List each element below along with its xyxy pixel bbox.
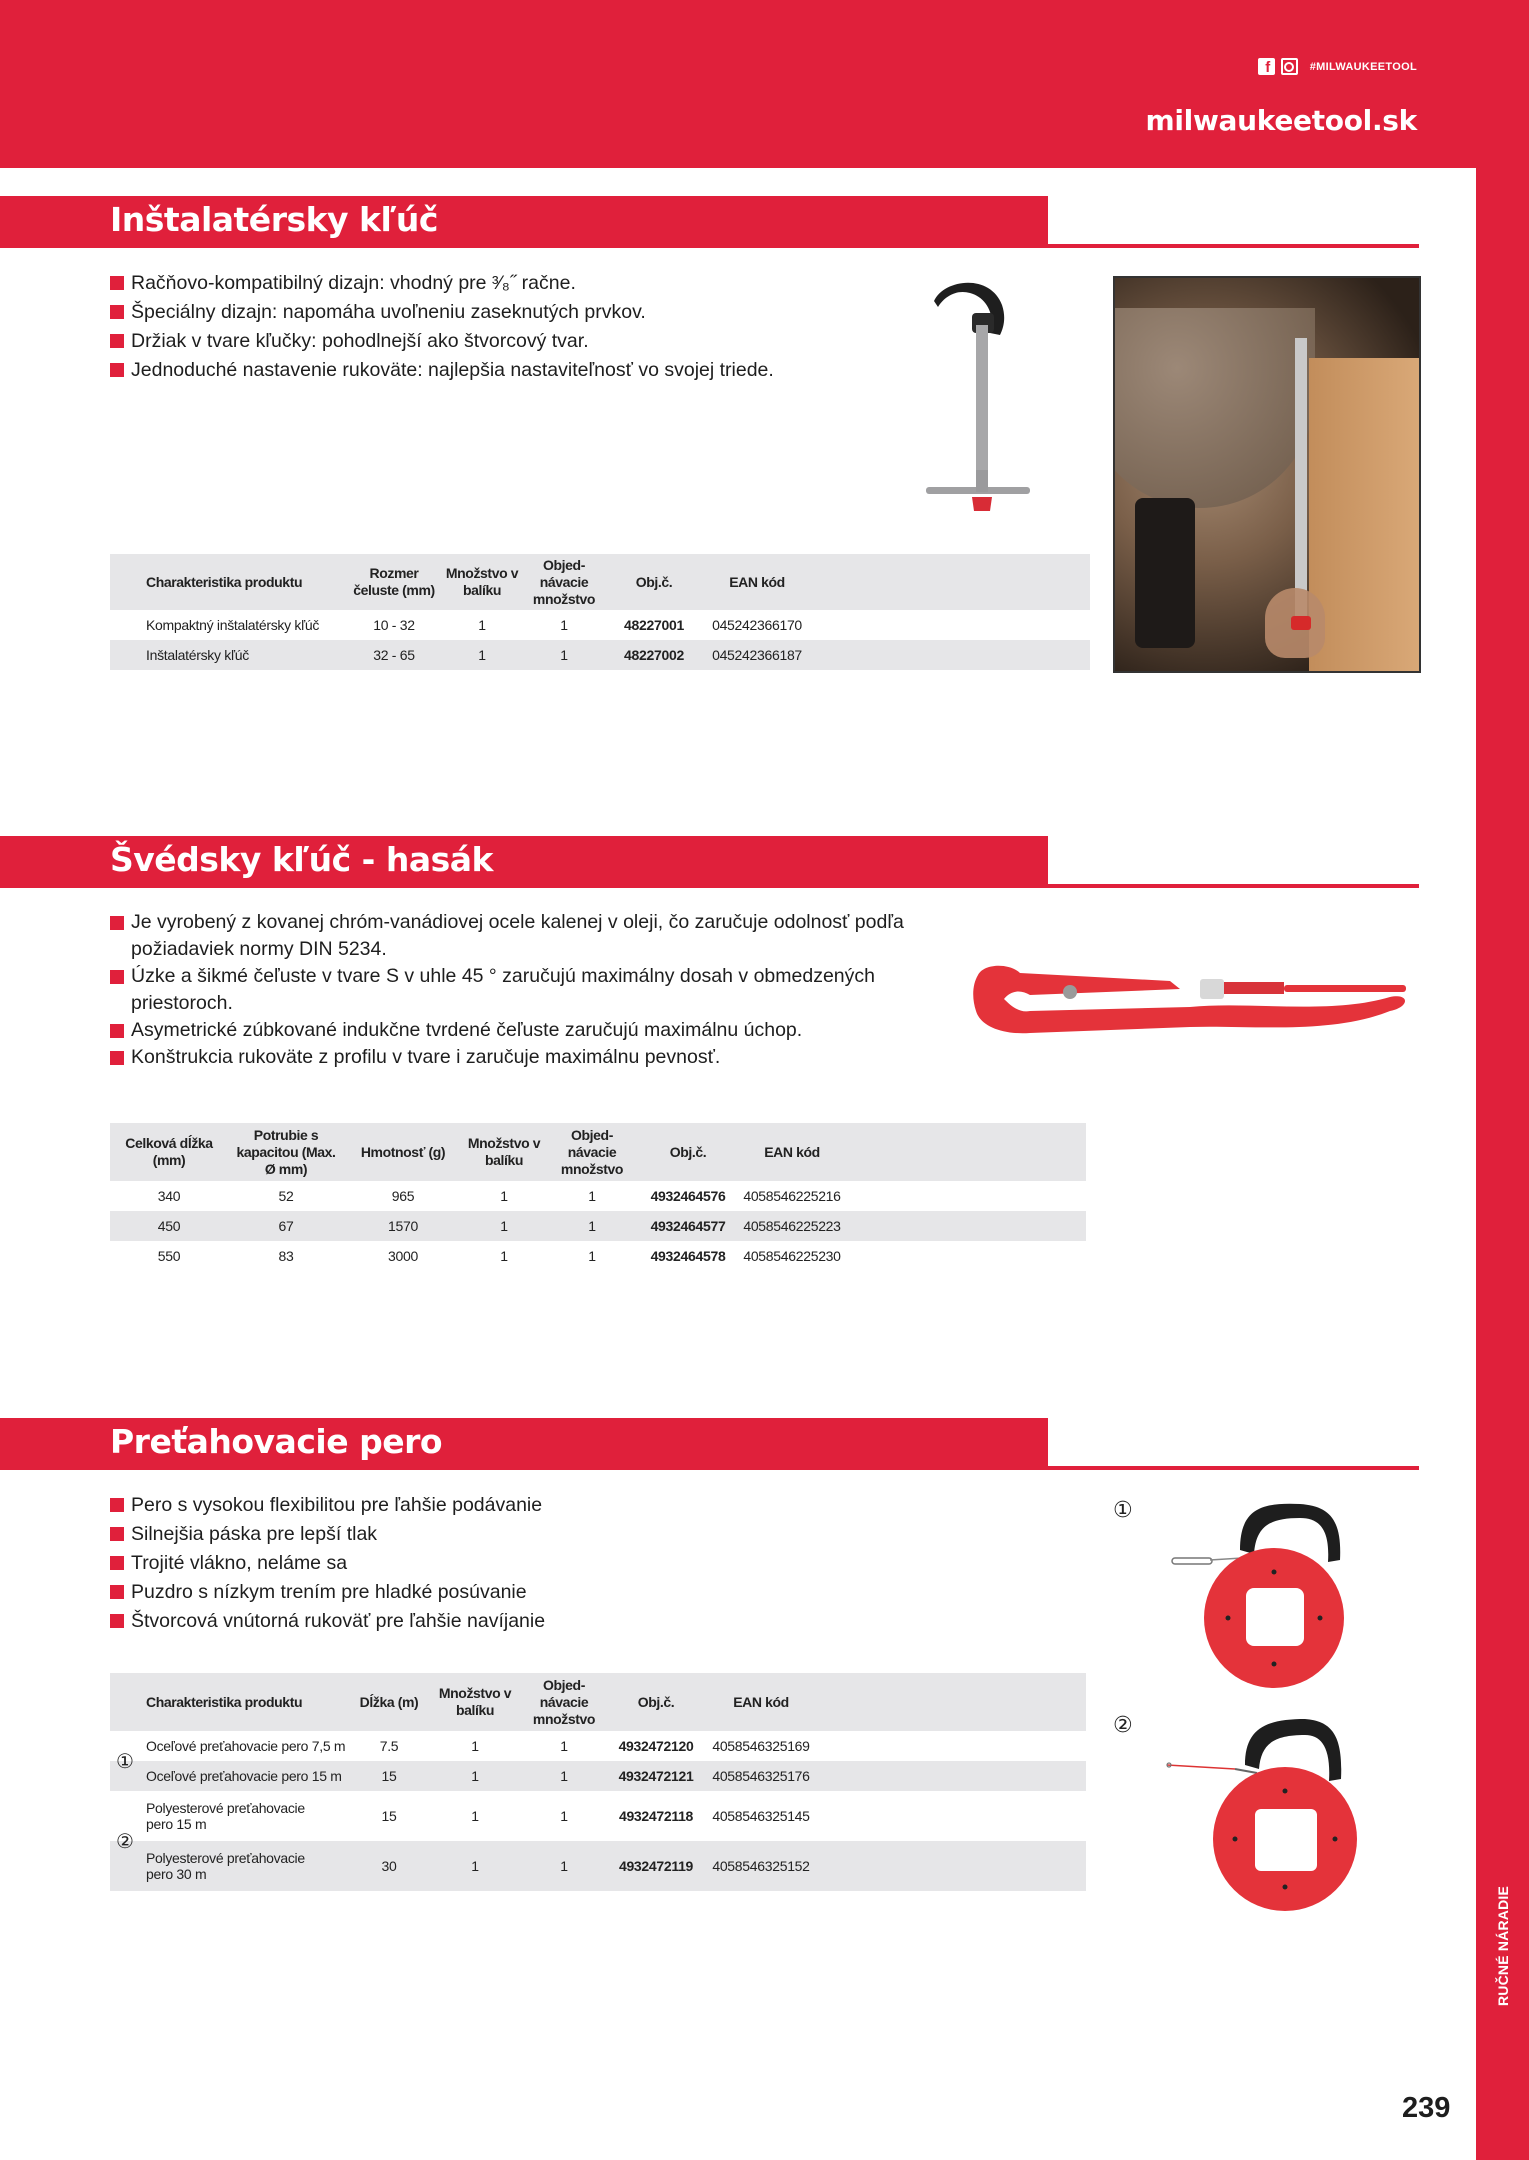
feature-item — [110, 356, 774, 385]
pipe-wrench-image — [970, 955, 1415, 1055]
cell-ean: 4058546325145 — [712, 1808, 810, 1824]
instagram-icon[interactable] — [1281, 58, 1298, 75]
page-number: 239 — [1402, 2092, 1451, 2124]
cell-pack-qty: 1 — [471, 1738, 479, 1754]
feature-list — [110, 269, 774, 385]
feature-item — [110, 1520, 545, 1549]
bullet-square-icon — [110, 916, 124, 930]
cell-product: Polyesterové preťahovacie pero 30 m — [110, 1841, 350, 1891]
column-header-filler — [816, 1673, 1086, 1731]
feature-item — [110, 1017, 970, 1044]
row-group-marker-2: ② — [116, 1829, 134, 1853]
cell-pack-qty: 1 — [462, 1211, 546, 1241]
bullet-square-icon — [110, 970, 124, 984]
product-marker-1: ① — [1113, 1498, 1133, 1523]
table-row — [110, 1841, 1086, 1891]
cell-pack-qty: 1 — [471, 1808, 479, 1824]
chapter-label-text: RUČNÉ NÁRADIE — [1495, 1885, 1511, 2007]
cell-order-qty: 1 — [522, 1761, 606, 1791]
spec-table-pipe-wrench — [110, 1123, 1086, 1271]
feature-item — [110, 269, 774, 298]
cell-order-number: 4932464578 — [650, 1248, 726, 1264]
cell-pack-qty: 1 — [500, 1188, 508, 1204]
bullet-square-icon — [110, 1051, 124, 1065]
cell-ean: 4058546225223 — [738, 1211, 846, 1241]
cell-jaw-size: 32 - 65 — [346, 640, 442, 670]
bullet-square-icon — [110, 1614, 124, 1628]
feature-item — [110, 1607, 545, 1636]
cell-order-number: 4932464577 — [638, 1211, 738, 1241]
table-row — [110, 1211, 1086, 1241]
spec-table-fish-tape — [110, 1673, 1086, 1891]
cell-pipe-capacity: 52 — [278, 1188, 294, 1204]
column-header: Hmotnosť (g) — [344, 1123, 462, 1181]
feature-item — [110, 1578, 545, 1607]
side-band — [1476, 168, 1529, 2160]
column-header-filler — [812, 554, 1090, 610]
bullet-square-icon — [110, 276, 124, 290]
cell-length: 550 — [157, 1248, 181, 1264]
column-header: Objed-návacie množstvo — [522, 554, 606, 610]
cell-order-qty: 1 — [522, 1841, 606, 1891]
social-links — [1258, 58, 1417, 75]
cell-product: Inštalatérsky kľúč — [110, 640, 346, 670]
cell-weight: 1570 — [344, 1211, 462, 1241]
cell-ean: 045242366187 — [702, 640, 812, 670]
cell-order-number: 4932472120 — [618, 1738, 694, 1754]
table-header-row — [110, 554, 1090, 610]
cell-pack-qty: 1 — [428, 1841, 522, 1891]
basin-wrench-image — [920, 275, 1040, 520]
cell-length: 340 — [157, 1188, 181, 1204]
facebook-icon[interactable]: f — [1258, 58, 1275, 75]
table-row — [110, 1761, 1086, 1791]
section-header-fish-tape — [0, 1418, 1048, 1470]
bullet-square-icon — [110, 334, 124, 348]
feature-text: Štvorcová vnútorná rukoväť pre ľahšie navíjanie — [131, 1610, 546, 1632]
column-header: EAN kód — [738, 1123, 846, 1181]
fish-tape-polyester-image — [1165, 1715, 1365, 1915]
site-url[interactable]: milwaukeetool.sk — [1145, 104, 1417, 137]
bullet-square-icon — [110, 1556, 124, 1570]
cell-product: Kompaktný inštalatérsky kľúč — [146, 617, 320, 633]
table-header-row — [110, 1673, 1086, 1731]
cell-pipe-capacity: 67 — [228, 1211, 344, 1241]
column-header: Množstvo v balíku — [462, 1123, 546, 1181]
cell-order-number: 48227002 — [606, 640, 702, 670]
cell-weight: 965 — [391, 1188, 415, 1204]
feature-item — [110, 327, 774, 356]
feature-text: Je vyrobený z kovanej chróm-vanádiovej ocele kalenej v oleji, čo zaručuje odolnosť podľa požiadaviek normy DIN 5234. — [131, 911, 904, 960]
column-header: Rozmer čeluste (mm) — [346, 554, 442, 610]
cell-pack-qty: 1 — [478, 617, 486, 633]
product-marker-2: ② — [1113, 1713, 1133, 1738]
cell-ean: 4058546325176 — [706, 1761, 816, 1791]
feature-text: Konštrukcia rukoväte z profilu v tvare i zaručuje maximálnu pevnosť. — [131, 1046, 721, 1068]
cell-ean: 4058546325152 — [706, 1841, 816, 1891]
cell-order-number: 4932464576 — [650, 1188, 726, 1204]
cell-length: 450 — [110, 1211, 228, 1241]
feature-item — [110, 1044, 970, 1071]
cell-order-qty: 1 — [560, 1738, 568, 1754]
column-header: EAN kód — [706, 1673, 816, 1731]
cell-ean: 4058546325169 — [712, 1738, 810, 1754]
feature-text: Puzdro s nízkym trením pre hladké posúvanie — [131, 1581, 527, 1603]
bullet-square-icon — [110, 1585, 124, 1599]
cell-order-qty: 1 — [522, 640, 606, 670]
table-header-row — [110, 1123, 1086, 1181]
cell-length: 15 — [381, 1808, 397, 1824]
feature-item — [110, 909, 970, 963]
cell-ean: 4058546225216 — [743, 1188, 841, 1204]
cell-pack-qty: 1 — [442, 640, 522, 670]
cell-product: Oceľové preťahovacie pero 7,5 m — [146, 1738, 346, 1754]
column-header: Množstvo v balíku — [442, 554, 522, 610]
section-header-plumber-wrench — [0, 196, 1048, 248]
cell-ean: 4058546225230 — [743, 1248, 841, 1264]
cell-order-qty: 1 — [560, 617, 568, 633]
cell-length: 15 — [350, 1761, 428, 1791]
section-title: Švédsky kľúč - hasák — [110, 840, 493, 879]
cell-pipe-capacity: 83 — [278, 1248, 294, 1264]
feature-text: Špeciálny dizajn: napomáha uvoľneniu zaseknutých prvkov. — [131, 301, 646, 323]
table-row — [110, 610, 1090, 640]
feature-item — [110, 1491, 545, 1520]
cell-length: 7.5 — [379, 1738, 399, 1754]
table-row — [110, 1181, 1086, 1211]
column-header-filler — [846, 1123, 1086, 1181]
cell-product: Polyesterové preťahovacie pero 15 m — [146, 1800, 305, 1832]
feature-item — [110, 963, 970, 1017]
cell-pack-qty: 1 — [428, 1761, 522, 1791]
feature-item — [110, 298, 774, 327]
column-header: EAN kód — [702, 554, 812, 610]
cell-product: Oceľové preťahovacie pero 15 m — [110, 1761, 350, 1791]
cell-order-number: 4932472121 — [606, 1761, 706, 1791]
cell-order-number: 4932472118 — [618, 1808, 694, 1824]
column-header: Množstvo v balíku — [428, 1673, 522, 1731]
table-row — [110, 1731, 1086, 1761]
feature-text: Pero s vysokou flexibilitou pre ľahšie podávanie — [131, 1494, 543, 1516]
cell-weight: 3000 — [388, 1248, 418, 1264]
table-row — [110, 1791, 1086, 1841]
hashtag: #MILWAUKEETOOL — [1309, 60, 1417, 73]
cell-order-qty: 1 — [560, 1808, 568, 1824]
cell-order-number: 4932472119 — [606, 1841, 706, 1891]
bullet-square-icon — [110, 305, 124, 319]
cell-length: 30 — [350, 1841, 428, 1891]
cell-order-qty: 1 — [588, 1248, 596, 1264]
column-header: Celková dĺžka (mm) — [110, 1123, 228, 1181]
column-header: Charakteristika produktu — [110, 554, 346, 610]
feature-text: Račňovo-kompatibilný dizajn: vhodný pre ³⁄₈˝ račne. — [131, 272, 576, 294]
cell-ean: 045242366170 — [712, 617, 802, 633]
bullet-square-icon — [110, 1527, 124, 1541]
column-header: Obj.č. — [638, 1123, 738, 1181]
bullet-square-icon — [110, 1024, 124, 1038]
column-header: Charakteristika produktu — [110, 1673, 350, 1731]
section-header-pipe-wrench — [0, 836, 1048, 888]
feature-text: Silnejšia páska pre lepší tlak — [131, 1523, 378, 1545]
feature-list — [110, 1491, 545, 1636]
column-header: Potrubie s kapacitou (Max. Ø mm) — [228, 1123, 344, 1181]
cell-order-qty: 1 — [546, 1211, 638, 1241]
column-header: Obj.č. — [606, 554, 702, 610]
cell-pack-qty: 1 — [500, 1248, 508, 1264]
section-title: Preťahovacie pero — [110, 1422, 443, 1461]
feature-text: Úzke a šikmé čeľuste v tvare S v uhle 45 ° zaručujú maximálny dosah v obmedzených priestoroch. — [131, 965, 875, 1014]
feature-text: Držiak v tvare kľučky: pohodlnejší ako štvorcový tvar. — [131, 330, 589, 352]
spec-table-plumber-wrench — [110, 554, 1090, 670]
feature-list — [110, 909, 970, 1071]
feature-text: Asymetrické zúbkované indukčne tvrdené čeľuste zaručujú maximálnu úchop. — [131, 1019, 803, 1041]
table-row — [110, 640, 1090, 670]
column-header: Obj.č. — [606, 1673, 706, 1731]
column-header: Objed-návacie množstvo — [546, 1123, 638, 1181]
cell-jaw-size: 10 - 32 — [373, 617, 415, 633]
cell-order-number: 48227001 — [624, 617, 684, 633]
section-rule — [0, 1466, 1419, 1470]
feature-text: Jednoduché nastavenie rukoväte: najlepšia nastaviteľnosť vo svojej triede. — [131, 359, 774, 381]
chapter-label — [1491, 1882, 1515, 2010]
section-title: Inštalatérsky kľúč — [110, 200, 438, 239]
section-rule — [0, 884, 1419, 888]
usage-photo — [1113, 276, 1421, 673]
column-header: Objed-návacie množstvo — [522, 1673, 606, 1731]
cell-order-qty: 1 — [588, 1188, 596, 1204]
row-group-marker-1: ① — [116, 1749, 134, 1773]
table-row — [110, 1241, 1086, 1271]
header-band — [0, 0, 1529, 168]
fish-tape-steel-image — [1170, 1500, 1360, 1692]
column-header: Dĺžka (m) — [350, 1673, 428, 1731]
section-rule — [0, 244, 1419, 248]
bullet-square-icon — [110, 1498, 124, 1512]
feature-item — [110, 1549, 545, 1578]
bullet-square-icon — [110, 363, 124, 377]
feature-text: Trojité vlákno, neláme sa — [131, 1552, 348, 1574]
